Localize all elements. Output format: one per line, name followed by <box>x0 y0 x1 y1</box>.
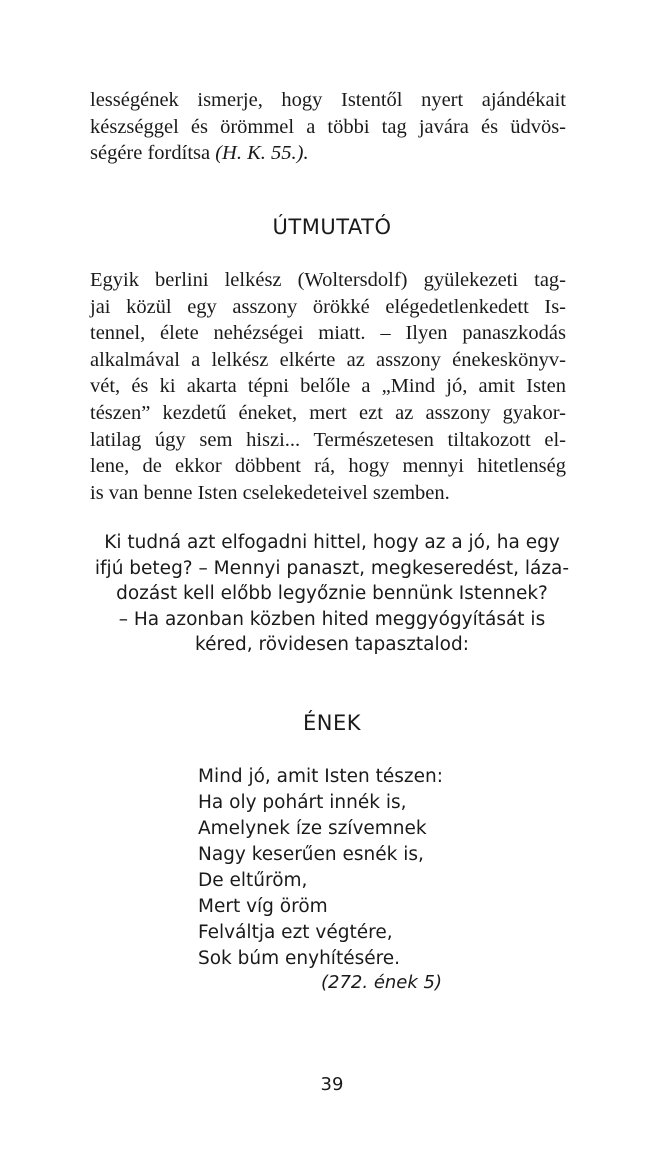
verse-line: Amelynek íze szívemnek <box>198 818 427 839</box>
reflection-line: – Ha azonban közben hited meggyógyítását is <box>118 608 546 630</box>
paragraph-line-text: ségére fordítsa <box>90 142 216 165</box>
paragraph-line: tészen” kezdetű éneket, mert ezt az asszony gyakor- <box>90 401 566 424</box>
intro-paragraph <box>90 87 566 167</box>
paragraph-line: latilag úgy sem hiszi... Természetesen tiltakozott el- <box>90 428 566 451</box>
reflection-line: kéred, rövidesen tapasztalod: <box>195 634 469 655</box>
verse-line: Mind jó, amit Isten tészen: <box>198 766 443 787</box>
verse-line: Felváltja ezt végtére, <box>198 922 393 943</box>
paragraph-line: lességének ismerje, hogy Istentől nyert ajándékait <box>90 89 566 111</box>
section-heading-utmutato: ÚTMUTATÓ <box>272 215 392 239</box>
paragraph-line: Egyik berlini lelkész (Woltersdolf) gyülekezeti tag- <box>90 269 566 291</box>
paragraph-line: alkalmával a lelkész elkérte az asszony énekeskönyv- <box>90 348 566 371</box>
reflection-line: Ki tudná azt elfogadni hittel, hogy az a jó, ha egy <box>104 532 560 553</box>
verse-line: Ha oly pohárt innék is, <box>198 792 407 813</box>
hymn-reference: (272. ének 5) <box>321 972 442 993</box>
paragraph-line: készséggel és örömmel a többi tag javára és üdvös- <box>90 115 566 138</box>
verse-line: Mert víg öröm <box>198 896 328 917</box>
reflection-text <box>60 530 604 658</box>
citation: (H. K. 55.). <box>215 142 309 165</box>
paragraph-line: is van benne Isten cselekedeteivel szemben. <box>90 481 450 504</box>
reflection-line: dozást kell előbb legyőznie bennünk Istennek? <box>116 583 548 604</box>
verse-line: Sok búm enyhítésére. <box>198 948 401 969</box>
verse-line: De eltűröm, <box>198 870 308 891</box>
paragraph-line: vét, és ki akarta tépni belőle a „Mind jó, amit Isten <box>90 375 566 398</box>
page-number: 39 <box>320 1074 344 1095</box>
hymn-verse <box>198 764 498 972</box>
section-heading-enek: ÉNEK <box>302 711 362 735</box>
paragraph-line: jai közül egy asszony örökké elégedetlenkedett Is- <box>90 295 566 318</box>
paragraph-line <box>90 140 566 167</box>
paragraph-line: tennel, élete nehézségei miatt. – Ilyen panaszkodás <box>90 322 566 345</box>
paragraph-line: lene, de ekkor döbbent rá, hogy mennyi hitetlenség <box>90 455 566 478</box>
reflection-line: ifjú beteg? – Mennyi panaszt, megkeseredést, láza- <box>94 557 570 579</box>
story-paragraph <box>90 267 566 506</box>
verse-line: Nagy keserűen esnék is, <box>198 844 424 865</box>
